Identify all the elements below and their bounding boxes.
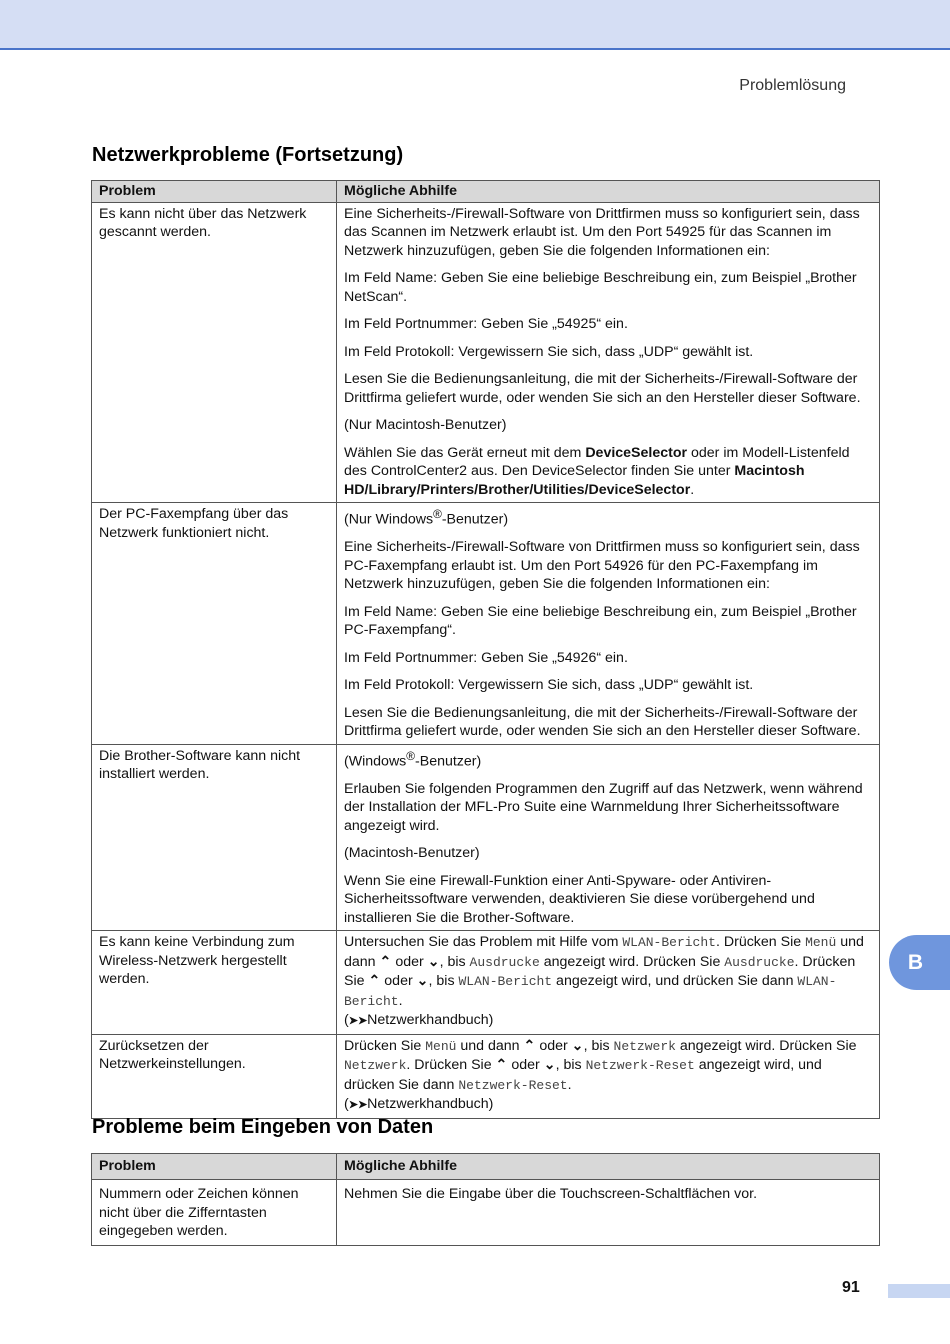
table-header-row xyxy=(92,1154,880,1180)
paragraph: Erlauben Sie folgenden Programmen den Zugriff auf das Netzwerk, wenn während der Installation der MFL-Pro Suite eine Warnmeldung Ihrer Sicherheitssoftware angezeigt wird. xyxy=(344,780,863,834)
text: . xyxy=(690,481,695,498)
down-arrow-icon: ⌄ xyxy=(427,953,440,970)
network-problems-table xyxy=(91,180,880,1119)
paragraph: Lesen Sie die Bedienungsanleitung, die mit der Sicherheits-/Firewall-Software der Drittfirma geliefert wurde, oder wenden Sie sich an den Hersteller dieser Software. xyxy=(344,704,861,740)
section-title-network: Netzwerkprobleme (Fortsetzung) xyxy=(92,144,404,166)
text: oder im Modell-Listenfeld des ControlCenter2 aus. Den DeviceSelector finden Sie unter xyxy=(344,444,850,479)
up-arrow-icon: ⌃ xyxy=(523,1037,536,1054)
text: Wählen Sie das Gerät erneut mit dem xyxy=(344,444,586,461)
section-title-data-entry: Probleme beim Eingeben von Daten xyxy=(92,1116,434,1138)
table-row xyxy=(92,202,880,503)
column-header-solution: Mögliche Abhilfe xyxy=(337,1154,880,1180)
paragraph: (Nur Windows®-Benutzer) xyxy=(344,507,509,528)
table-header-row xyxy=(92,181,880,203)
paragraph: (Windows®-Benutzer) xyxy=(344,748,482,770)
page-number: 91 xyxy=(842,1279,860,1296)
solution-cell xyxy=(337,1034,880,1118)
footer-band xyxy=(888,1284,950,1298)
down-arrow-icon: ⌄ xyxy=(543,1057,556,1074)
table-row xyxy=(92,744,880,931)
problem-cell: Die Brother-Software kann nicht installiert werden. xyxy=(92,744,337,931)
up-arrow-icon: ⌃ xyxy=(495,1057,508,1074)
reference-arrow-icon: ➤➤ xyxy=(348,1099,368,1112)
paragraph: Im Feld Name: Geben Sie eine beliebige Beschreibung ein, zum Beispiel „Brother NetScan“. xyxy=(344,270,857,305)
paragraph: Eine Sicherheits-/Firewall-Software von Drittfirmen muss so konfiguriert sein, dass PC-Faxempfang erlaubt ist. Um den Port 54926 für den PC-Faxempfang im Netzwerk hinzuzufügen, geben Sie die folgenden Informationen ein: xyxy=(344,539,860,593)
table-row xyxy=(92,931,880,1035)
problem-cell: Zurücksetzen der Netzwerkeinstellungen. xyxy=(92,1034,337,1118)
problem-cell: Es kann nicht über das Netzwerk gescannt werden. xyxy=(92,202,337,503)
paragraph: (Macintosh-Benutzer) xyxy=(344,845,480,862)
paragraph xyxy=(344,444,872,500)
solution-cell xyxy=(337,503,880,745)
paragraph: Lesen Sie die Bedienungsanleitung, die mit der Sicherheits-/Firewall-Software der Drittfirma geliefert wurde, oder wenden Sie sich an den Hersteller dieser Software. xyxy=(344,371,861,406)
paragraph: Im Feld Name: Geben Sie eine beliebige Beschreibung ein, zum Beispiel „Brother PC-Faxempfang“. xyxy=(344,603,857,639)
table-row xyxy=(92,503,880,745)
running-header: Problemlösung xyxy=(739,77,846,94)
paragraph: Untersuchen Sie das Problem mit Hilfe vom WLAN-Bericht. Drücken Sie Menü und dann ⌃ oder ⌄, bis Ausdrucke angezeigt wird. Drücken Sie Ausdrucke. Drücken Sie ⌃ oder ⌄, bis WLAN-Bericht angezeigt wird, und drücken Sie dann WLAN-Bericht. (➤➤Netzwerkhandbuch) xyxy=(344,934,864,1029)
reference-arrow-icon: ➤➤ xyxy=(348,1015,368,1028)
paragraph: Im Feld Protokoll: Vergewissern Sie sich, dass „UDP“ gewählt ist. xyxy=(344,677,754,694)
up-arrow-icon: ⌃ xyxy=(368,973,381,990)
path-text: Macintosh HD/Library/Printers/Brother/Utilities/DeviceSelector xyxy=(344,463,805,498)
paragraph: Drücken Sie Menü und dann ⌃ oder ⌄, bis Netzwerk angezeigt wird. Drücken Sie Netzwerk. Drücken Sie ⌃ oder ⌄, bis Netzwerk-Reset angezeigt wird, und drücken Sie dann Netzwerk-Reset. (➤➤Netzwerkhandbuch) xyxy=(344,1037,857,1113)
solution-cell: Nehmen Sie die Eingabe über die Touchscreen-Schaltflächen vor. xyxy=(337,1180,880,1246)
appendix-tab: B xyxy=(889,935,950,990)
down-arrow-icon: ⌄ xyxy=(571,1037,584,1054)
up-arrow-icon: ⌃ xyxy=(379,953,392,970)
paragraph: Im Feld Portnummer: Geben Sie „54925“ ein. xyxy=(344,316,628,332)
paragraph: Wenn Sie eine Firewall-Funktion einer Anti-Spyware- oder Antiviren-Sicherheitssoftware verwenden, deaktivieren Sie diese vorübergehend und installieren Sie die Brother-Software. xyxy=(344,872,815,926)
paragraph: Im Feld Portnummer: Geben Sie „54926“ ein. xyxy=(344,649,628,666)
problem-cell: Der PC-Faxempfang über das Netzwerk funktioniert nicht. xyxy=(92,503,337,745)
problem-cell: Es kann keine Verbindung zum Wireless-Netzwerk hergestellt werden. xyxy=(92,931,337,1035)
bold-text: DeviceSelector xyxy=(585,444,688,461)
data-entry-problems-table xyxy=(91,1153,880,1246)
table-row xyxy=(92,1180,880,1246)
table-row xyxy=(92,1034,880,1118)
paragraph: Im Feld Protokoll: Vergewissern Sie sich, dass „UDP“ gewählt ist. xyxy=(344,343,754,360)
header-band xyxy=(0,0,950,50)
column-header-solution: Mögliche Abhilfe xyxy=(337,181,880,203)
paragraph: Eine Sicherheits-/Firewall-Software von Drittfirmen muss so konfiguriert sein, dass das Scannen im Netzwerk erlaubt ist. Um den Port 54925 für das Scannen im Netzwerk hinzuzufügen, geben Sie die folgenden Informationen ein: xyxy=(344,205,860,259)
solution-cell xyxy=(337,931,880,1035)
paragraph: (Nur Macintosh-Benutzer) xyxy=(344,417,507,433)
column-header-problem: Problem xyxy=(92,1154,337,1180)
down-arrow-icon: ⌄ xyxy=(416,973,429,990)
solution-cell xyxy=(337,744,880,931)
solution-cell xyxy=(337,202,880,503)
problem-cell: Nummern oder Zeichen können nicht über die Zifferntasten eingegeben werden. xyxy=(92,1180,337,1246)
column-header-problem: Problem xyxy=(92,181,337,203)
